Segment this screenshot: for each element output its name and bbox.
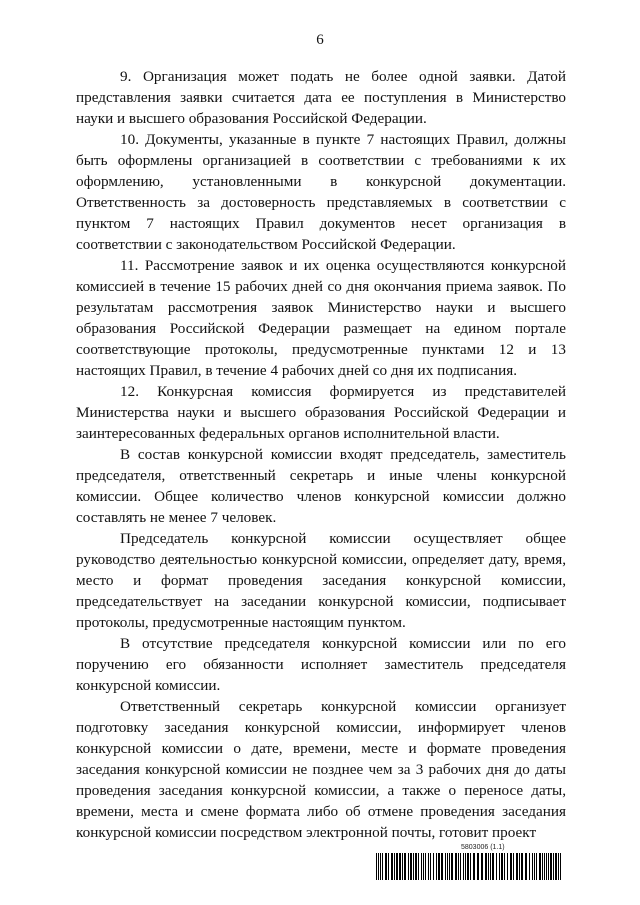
paragraph-secretary-duties: Ответственный секретарь конкурсной комиссии организует подготовку заседания конкурсной комиссии, информирует членов конкурсной комиссии о дате, времени, месте и формате проведения заседания конкурсной комиссии не позднее чем за 3 рабочих дня до даты проведения заседания конкурсной комиссии, а также о переносе даты, времени, места и смене формата либо об отмене проведения заседания конкурсной комиссии посредством электронной почты, готовит проект <box>76 698 566 841</box>
paragraph-commission-composition: В состав конкурсной комиссии входят председатель, заместитель председателя, ответственный секретарь и иные члены конкурсной комиссии. Общее количество членов конкурсной комиссии должно составлять не менее 7 человек. <box>76 446 566 526</box>
barcode-graphic <box>376 853 562 880</box>
paragraph-deputy-chairman: В отсутствие председателя конкурсной комиссии или по его поручению его обязанности исполняет заместитель председателя конкурсной комиссии. <box>76 635 566 694</box>
paragraph-11: 11. Рассмотрение заявок и их оценка осуществляются конкурсной комиссией в течение 15 рабочих дней со дня окончания приема заявок. По результатам рассмотрения заявок Министерство науки и высшего образования Российской Федерации размещает на едином портале соответствующие протоколы, предусмотренные пунктами 12 и 13 настоящих Правил, в течение 4 рабочих дней со дня их подписания. <box>76 257 566 379</box>
paragraph-10: 10. Документы, указанные в пункте 7 настоящих Правил, должны быть оформлены организацией в соответствии с требованиями к их оформлению, установленными в конкурсной документации. Ответственность за достоверность представляемых в соответствии с пунктом 7 настоящих Правил документов несет организация в соответствии с законодательством Российской Федерации. <box>76 131 566 253</box>
footer-code: 5803006 (1.1) <box>461 844 505 851</box>
paragraph-9: 9. Организация может подать не более одной заявки. Датой представления заявки считается дата ее поступления в Министерство науки и высшего образования Российской Федерации. <box>76 68 566 127</box>
paragraph-12: 12. Конкурсная комиссия формируется из представителей Министерства науки и высшего образования Российской Федерации и заинтересованных федеральных органов исполнительной власти. <box>76 383 566 442</box>
page-number: 6 <box>316 32 324 48</box>
document-body <box>76 66 566 843</box>
barcode <box>376 853 562 880</box>
paragraph-chairman-duties: Председатель конкурсной комиссии осуществляет общее руководство деятельностью конкурсной комиссии, определяет дату, время, место и формат проведения заседания конкурсной комиссии, председательствует на заседании конкурсной комиссии, подписывает протоколы, предусмотренные настоящим пунктом. <box>76 530 566 631</box>
